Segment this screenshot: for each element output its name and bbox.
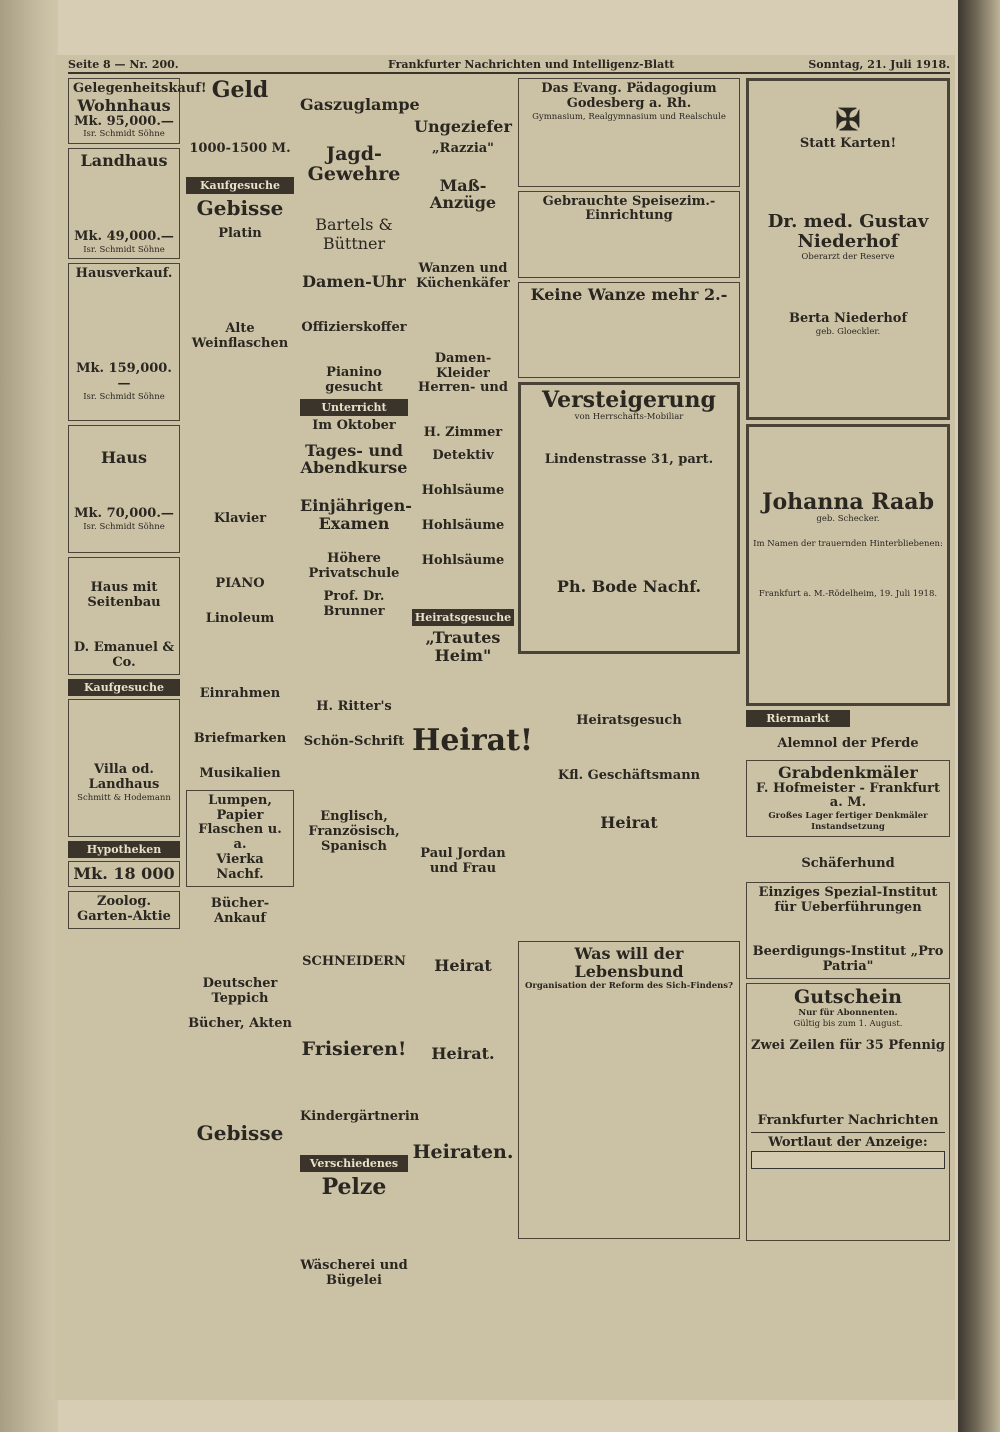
section-header: Verschiedenes [300, 1155, 408, 1172]
ad-title: Villa od. Landhaus [88, 762, 160, 793]
ad-geld-amount: 1000-1500 M. [189, 141, 291, 157]
ad-trautes-heim: „Trautes Heim" [425, 628, 501, 665]
ad-oktober: Im Oktober [312, 417, 396, 433]
ad-title: Versteigerung [542, 386, 716, 413]
ad-klavier: Klavier [213, 510, 267, 526]
ad-wortlaut: Wortlaut der Anzeige: [768, 1135, 928, 1151]
header-right: Sonntag, 21. Juli 1918. [808, 58, 950, 71]
ad-firm: Schmitt & Hodemann [77, 793, 171, 804]
section-header: Unterricht [300, 399, 408, 416]
ad-firm: Isr. Schmidt Söhne [83, 392, 165, 403]
ad-detektiv: Detektiv [432, 448, 494, 464]
cross-icon: ✠ [835, 103, 861, 138]
ad-offizierskoffer: Offizierskoffer [301, 319, 407, 335]
column-1 [68, 78, 207, 1408]
ad-lebensbund [518, 941, 740, 1239]
ad-title: Grabdenkmäler [778, 762, 918, 782]
ad-musikalien: Musikalien [199, 765, 281, 781]
column-3 [300, 78, 420, 1408]
ad-firm: Vierka Nachf. [216, 852, 264, 883]
section-header: Riermarkt [746, 710, 850, 727]
ad-einrahmen: Einrahmen [199, 685, 281, 701]
ad-title: Hausverkauf. [75, 266, 173, 282]
ad-pferde: Alemnol der Pferde [777, 736, 919, 751]
ad-jagd-firm: Bartels & Büttner [315, 215, 393, 254]
ad-subtitle: von Herrschafts-Mobiliar [574, 412, 684, 423]
ad-brunner: Prof. Dr. Brunner [323, 588, 385, 619]
ad-pianino: Pianino gesucht [325, 364, 383, 395]
ad-firm: D. Emanuel & Co. [73, 640, 175, 671]
ad-tageskurse: Tages- und Abendkurse [300, 440, 408, 478]
ad-heiratsgesuch: Heiratsgesuch [576, 712, 682, 728]
ad-landhaus [68, 148, 180, 259]
ad-hohlsaeume-2: Hohlsäume [421, 518, 505, 534]
ad-gebisse: Gebisse [196, 196, 284, 221]
ad-firm: Isr. Schmidt Söhne [83, 244, 165, 255]
ad-heirat-3: Heirat. [431, 1043, 495, 1063]
ad-piano: PIANO [215, 575, 265, 591]
ad-title: Was will der Lebensbund [574, 944, 684, 982]
ad-schneidern: SCHNEIDERN [302, 953, 406, 969]
ad-signature: Berta Niederhof [788, 311, 908, 327]
ad-gaszuglampe: Gaszuglampe [300, 95, 420, 114]
ad-gutschein [746, 983, 950, 1241]
ad-gebisse-2: Gebisse [196, 1120, 284, 1145]
ad-name: Dr. med. Gustav Niederhof [767, 210, 929, 252]
ad-subtitle: Flaschen u. a. [198, 822, 282, 853]
ad-heirat-2: Heirat [434, 956, 492, 976]
ad-address: Lindenstrasse 31, part. [544, 451, 714, 467]
ad-subtitle: Organisation der Reform des Sich-Findens? [524, 980, 734, 991]
ad-jagd: Jagd-Gewehre [307, 142, 401, 186]
section-header: Hypotheken [68, 841, 180, 858]
ad-buecher: Bücher-Ankauf [210, 896, 270, 927]
ad-valid: Gültig bis zum 1. August. [793, 1018, 903, 1029]
ad-massanzuege: Maß-Anzüge [429, 175, 497, 213]
ad-geschaeftsmann: Kfl. Geschäftsmann [557, 767, 701, 783]
ad-firm: F. Hofmeister - Frankfurt a. M. [755, 780, 940, 811]
ad-wanzen: Wanzen und Küchenkäfer [416, 260, 510, 291]
ad-price: Mk. 95,000.— [74, 113, 174, 129]
ad-subtitle: Wohnhaus [77, 95, 171, 115]
column-6 [746, 78, 950, 1408]
ad-title: Haus [100, 448, 148, 468]
ad-briefmarken: Briefmarken [193, 730, 287, 746]
ad-todesanzeige-raab [746, 424, 950, 706]
ad-villa [68, 699, 180, 837]
ad-versteigerung [518, 382, 740, 654]
ad-title: Gelegenheitskauf! [73, 81, 207, 96]
ad-einjaehrigen: Einjährigen-Examen [300, 495, 412, 533]
ad-damenkleider: Damen-Kleider Herren- und [418, 350, 508, 396]
ad-subtitle: Nur für Abonnenten. [798, 1008, 898, 1019]
ad-wanze [518, 282, 740, 378]
ad-title: Haus mit Seitenbau [87, 580, 161, 611]
page-header [68, 58, 950, 74]
ad-price: Mk. 159,000.— [76, 361, 172, 392]
section-header: Heiratsgesuche [412, 609, 514, 626]
left-page-spine [0, 0, 58, 1432]
ad-jordan: Paul Jordan und Frau [420, 846, 506, 877]
ad-firm: Isr. Schmidt Söhne [83, 521, 165, 532]
ad-geld: Geld [211, 77, 269, 103]
ad-akten: Bücher, Akten [188, 1015, 292, 1031]
ad-hohlsaeume-3: Hohlsäume [421, 553, 505, 569]
ad-ueberfuehrungen [746, 882, 950, 980]
ad-kindergaertnerin: Kindergärtnerin [300, 1109, 420, 1125]
ad-firm: Ph. Bode Nachf. [556, 576, 702, 596]
ad-ritter: H. Ritter's [316, 698, 392, 714]
column-4 [412, 78, 534, 1408]
ad-title: Keine Wanze mehr [530, 285, 699, 305]
ad-paper: Frankfurter Nachrichten [757, 1113, 939, 1129]
ad-weinflaschen: Alte Weinflaschen [191, 321, 289, 351]
ad-linoleum: Linoleum [205, 610, 275, 626]
ad-lager: Großes Lager fertiger Denkmäler [768, 811, 928, 822]
header-left: Seite 8 — Nr. 200. [68, 58, 179, 71]
header-center: Frankfurter Nachrichten und Intelligenz-Blatt [388, 58, 675, 71]
ad-ungeziefer: Ungeziefer [414, 117, 512, 136]
ad-lumpen [186, 790, 294, 888]
ad-hohlsaeume-1: Hohlsäume [421, 483, 505, 499]
ad-teppich: Deutscher Teppich [202, 976, 278, 1006]
ad-speisezimmer [518, 191, 740, 279]
ad-offer: Zwei Zeilen für 35 Pfennig [751, 1038, 945, 1054]
ad-zoolog [68, 891, 180, 929]
ad-title: Das Evang. Pädagogium Godesberg a. Rh. [541, 81, 717, 111]
ad-paedagogium [518, 78, 740, 187]
ad-subtitle: Gymnasium, Realgymnasium und Realschule [532, 111, 726, 122]
ad-pelze: Pelze [321, 1174, 387, 1201]
ad-firm: Beerdigungs-Institut „Pro Patria" [752, 944, 944, 975]
column-5 [518, 78, 740, 1408]
ad-heiraten: Heiraten. [412, 1141, 514, 1164]
ad-title: Zoolog. Garten-Aktie [77, 893, 171, 924]
ad-price: Mk. 18 000 [73, 864, 175, 884]
ad-zimmer: H. Zimmer [423, 425, 503, 441]
ad-haus [68, 425, 180, 553]
ad-name: Johanna Raab [762, 489, 934, 515]
ad-englisch: Englisch, Französisch, Spanisch [308, 808, 400, 854]
ad-title: Lumpen, Papier [208, 792, 272, 823]
ad-im-namen: Im Namen der trauernden Hinterbliebenen: [753, 538, 943, 549]
ad-price: 2.- [704, 285, 728, 305]
ad-seitenbau [68, 557, 180, 675]
ad-wohnhaus [68, 78, 207, 144]
ad-grabdenkmaeler [746, 760, 950, 837]
ad-privatschule: Höhere Privatschule [308, 551, 400, 582]
ad-heirat: Heirat [600, 812, 658, 832]
ad-price: Mk. 70,000.— [74, 505, 174, 521]
ad-title: Statt Karten! [799, 136, 897, 151]
column-2 [186, 78, 294, 1408]
ad-rank: Oberarzt der Reserve [801, 251, 895, 262]
ad-schoenschrift: Schön-Schrift [303, 733, 405, 749]
ad-price: Mk. 49,000.— [74, 228, 174, 244]
ad-title: Gutschein [793, 986, 903, 1009]
ad-firm: Isr. Schmidt Söhne [83, 129, 165, 140]
ad-frisieren: Frisieren! [301, 1038, 407, 1061]
ad-date: Frankfurt a. M.-Rödelheim, 19. Juli 1918. [758, 589, 938, 600]
ad-todesanzeige-niederhof [746, 78, 950, 420]
section-header: Kaufgesuche [68, 679, 180, 696]
ad-heirat: Heirat! [412, 723, 534, 759]
ad-geb: geb. Schecker. [816, 514, 880, 525]
ad-title: Einziges Spezial-Institut für Ueberführungen [758, 884, 938, 915]
ad-schaeferhund: Schäferhund [801, 855, 895, 871]
ad-geb: geb. Gloeckler. [815, 327, 881, 338]
ad-hypothek [68, 861, 180, 887]
ad-razzia: „Razzia" [432, 140, 494, 156]
ad-title: Landhaus [80, 151, 168, 171]
ad-platin: Platin [218, 226, 262, 242]
ad-title: Gebrauchte Speisezim.-Einrichtung [542, 193, 716, 224]
right-page-edge [958, 0, 1000, 1432]
ad-instandsetzung: Instandsetzung [811, 822, 885, 833]
ad-hausverkauf [68, 263, 180, 421]
section-header: Kaufgesuche [186, 177, 294, 194]
ad-damenuhr: Damen-Uhr [302, 272, 406, 292]
ad-waesche: Wäscherei und Bügelei [300, 1258, 408, 1289]
wortlaut-field[interactable] [751, 1151, 945, 1169]
